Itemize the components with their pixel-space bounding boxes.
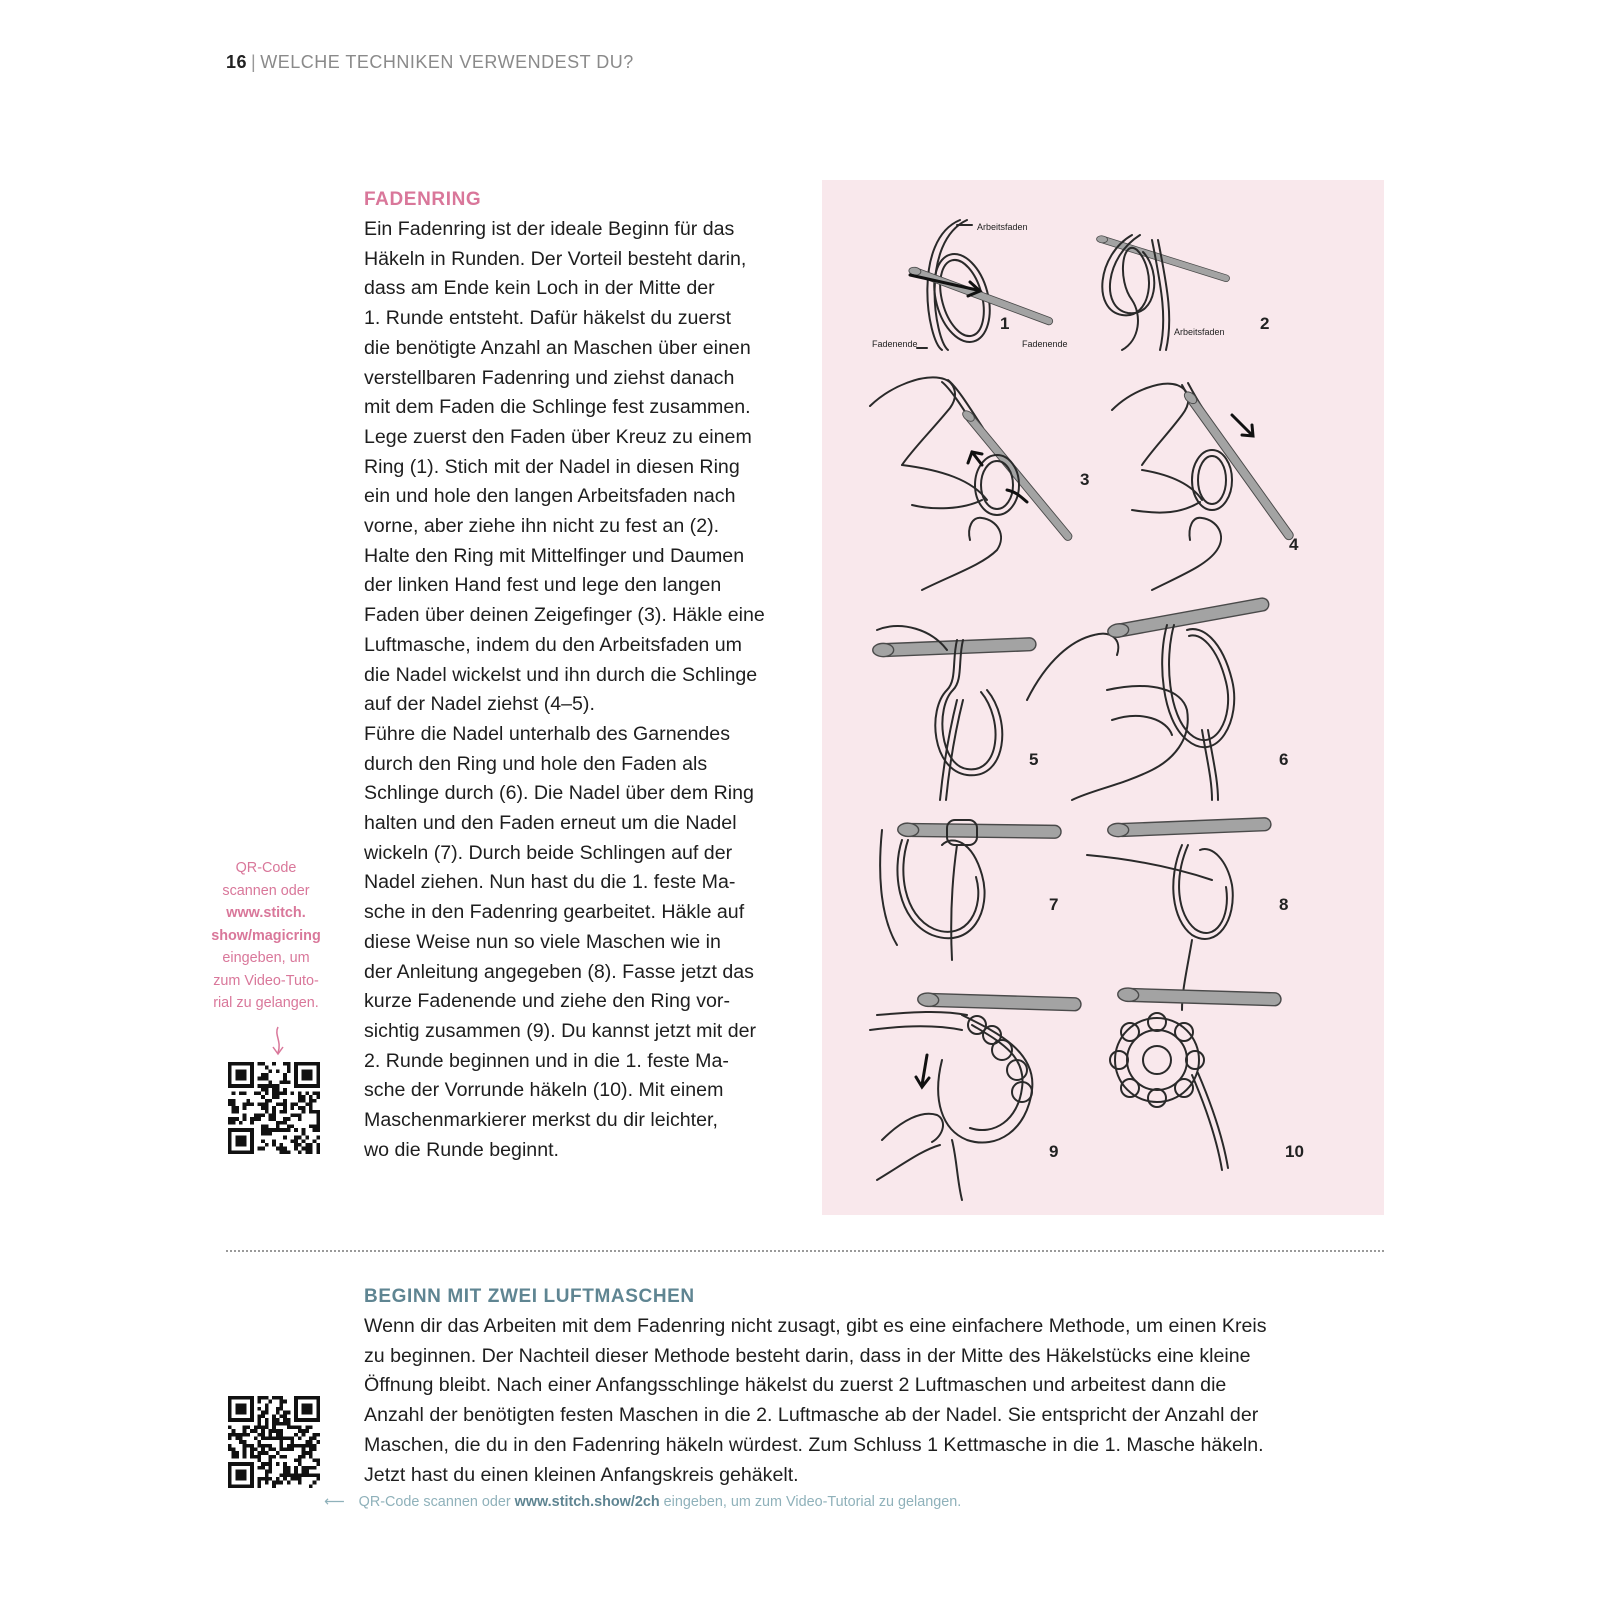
step-number-8: 8	[1279, 895, 1289, 914]
section-title-fadenring: FADENRING	[364, 189, 482, 210]
step-number-2: 2	[1260, 314, 1270, 333]
text-line: Jetzt hast du einen kleinen Anfangskreis gehäkelt.	[364, 1463, 799, 1486]
section-divider	[226, 1250, 1384, 1252]
side-note-line: QR-Code	[235, 860, 297, 876]
text-line: mit dem Faden die Schlinge fest zusammen.	[364, 396, 751, 419]
text-line: vorne, aber ziehe ihn nicht zu fest an (2).	[364, 515, 720, 538]
2ch-url[interactable]: www.stitch.show/2ch	[514, 1494, 660, 1510]
side-note-line: zum Video-Tuto-	[213, 972, 319, 989]
crochet-steps-illustration	[822, 180, 1384, 1215]
step-8-drawing	[1087, 823, 1265, 1010]
step-9-drawing	[870, 992, 1075, 1200]
text-line: diese Weise nun so viele Maschen wie in	[364, 930, 721, 953]
text-line: zu beginnen. Der Nachteil dieser Methode besteht darin, dass in der Mitte des Häkelstücks eine kleine	[364, 1344, 1251, 1367]
bottom-qr-note	[324, 1494, 961, 1510]
text-line: dass am Ende kein Loch in der Mitte der	[364, 277, 715, 300]
side-note-line: eingeben, um	[222, 950, 310, 966]
text-line: Maschenmarkierer merkst du dir leichter,	[364, 1109, 718, 1132]
text-line: kurze Fadenende und ziehe den Ring vor-	[364, 990, 730, 1013]
qr-code-magicring[interactable]	[228, 1062, 320, 1154]
text-line: wo die Runde beginnt.	[364, 1138, 559, 1161]
text-line: sche der Vorrunde häkeln (10). Mit einem	[364, 1079, 724, 1102]
left-arrow-icon: ⟵	[324, 1494, 345, 1510]
text-line: Luftmasche, indem du den Arbeitsfaden um	[364, 633, 742, 656]
step-3-drawing	[870, 377, 1091, 590]
magicring-url[interactable]: show/magicring	[211, 927, 321, 944]
text-line: halten und den Faden erneut um die Nadel	[364, 812, 737, 835]
text-line: 2. Runde beginnen und in die 1. feste Ma-	[364, 1049, 729, 1072]
text-line: durch den Ring und hole den Faden als	[364, 752, 708, 775]
label-fadenende-2: Fadenende	[1022, 339, 1068, 349]
step-number-5: 5	[1029, 750, 1039, 769]
text-line: Maschen, die du in den Fadenring häkeln würdest. Zum Schluss 1 Kettmasche in die 1. Masche häkeln.	[364, 1433, 1264, 1456]
bottom-note-prefix: QR-Code scannen oder	[358, 1494, 515, 1510]
step-number-10: 10	[1285, 1142, 1304, 1161]
side-note-line: rial zu gelangen.	[213, 995, 319, 1011]
header-separator: |	[251, 52, 257, 72]
text-line: wickeln (7). Durch beide Schlingen auf der	[364, 841, 733, 864]
label-fadenende-1: Fadenende	[872, 339, 918, 349]
text-line: der Anleitung angegeben (8). Fasse jetzt das	[364, 960, 754, 983]
step-number-1: 1	[1000, 314, 1010, 333]
section-title-zwei-luftmaschen: BEGINN MIT ZWEI LUFTMASCHEN	[364, 1286, 695, 1307]
step-number-3: 3	[1080, 470, 1090, 489]
magicring-url[interactable]: www.stitch.	[226, 905, 306, 921]
text-line: Nadel ziehen. Nun hast du die 1. feste Ma-	[364, 871, 736, 894]
step-5-drawing	[873, 626, 1030, 800]
text-line: Öffnung bleibt. Nach einer Anfangsschlinge häkelst du zuerst 2 Luftmaschen und arbeitest dann die	[364, 1374, 1227, 1397]
text-line: sche in den Fadenring gearbeitet. Häkle auf	[364, 901, 745, 924]
text-line: Faden über deinen Zeigefinger (3). Häkle eine	[364, 604, 765, 627]
step-number-9: 9	[1049, 1142, 1059, 1161]
step-4-drawing	[1112, 383, 1316, 590]
text-line: die benötigte Anzahl an Maschen über einen	[364, 336, 751, 359]
text-line: Führe die Nadel unterhalb des Garnendes	[364, 722, 730, 745]
text-line: Schlinge durch (6). Die Nadel über dem Ring	[364, 782, 754, 805]
page-header	[226, 52, 634, 73]
step-10-drawing	[1110, 987, 1275, 1170]
step-1-drawing	[905, 220, 1054, 350]
label-arbeitsfaden-1: Arbeitsfaden	[977, 222, 1028, 232]
side-note-line: scannen oder	[222, 882, 310, 899]
step-number-4: 4	[1289, 535, 1299, 554]
text-line: Häkeln in Runden. Der Vorteil besteht darin,	[364, 247, 747, 270]
step-number-7: 7	[1049, 895, 1059, 914]
fadenring-body-text	[364, 215, 804, 1166]
text-line: verstellbaren Fadenring und ziehst danach	[364, 366, 735, 389]
step-7-drawing	[880, 820, 1055, 960]
text-line: Lege zuerst den Faden über Kreuz zu einem	[364, 425, 752, 448]
text-line: Ring (1). Stich mit der Nadel in diesen Ring	[364, 455, 740, 478]
text-line: 1. Runde entsteht. Dafür häkelst du zuerst	[364, 307, 732, 330]
qr-side-note	[200, 857, 332, 1015]
text-line: ein und hole den langen Arbeitsfaden nach	[364, 485, 736, 508]
text-line: sichtig zusammen (9). Du kannst jetzt mit der	[364, 1019, 757, 1042]
chapter-title: WELCHE TECHNIKEN VERWENDEST DU?	[260, 52, 634, 72]
text-line: Ein Fadenring ist der ideale Beginn für das	[364, 218, 735, 240]
zwei-luftmaschen-body-text	[364, 1312, 1394, 1490]
text-line: auf der Nadel ziehst (4–5).	[364, 693, 595, 716]
step-6-drawing	[1027, 604, 1264, 800]
label-arbeitsfaden-2: Arbeitsfaden	[1174, 327, 1225, 337]
illustration-panel	[822, 180, 1384, 1215]
qr-code-2ch[interactable]	[228, 1396, 320, 1488]
bottom-note-suffix: eingeben, um zum Video-Tutorial zu gelangen.	[659, 1494, 962, 1510]
page-number: 16	[226, 52, 248, 72]
text-line: die Nadel wickelst und ihn durch die Schlinge	[364, 663, 758, 686]
text-line: Anzahl der benötigten festen Maschen in die 2. Luftmasche ab der Nadel. Sie entspricht der Anzahl der	[364, 1404, 1259, 1427]
text-line: Wenn dir das Arbeiten mit dem Fadenring nicht zusagt, gibt es eine einfachere Methode, um einen Kreis	[364, 1315, 1267, 1337]
text-line: Halte den Ring mit Mittelfinger und Daumen	[364, 544, 745, 567]
down-arrow-icon	[268, 1025, 288, 1057]
text-line: der linken Hand fest und lege den langen	[364, 574, 722, 597]
step-number-6: 6	[1279, 750, 1289, 769]
